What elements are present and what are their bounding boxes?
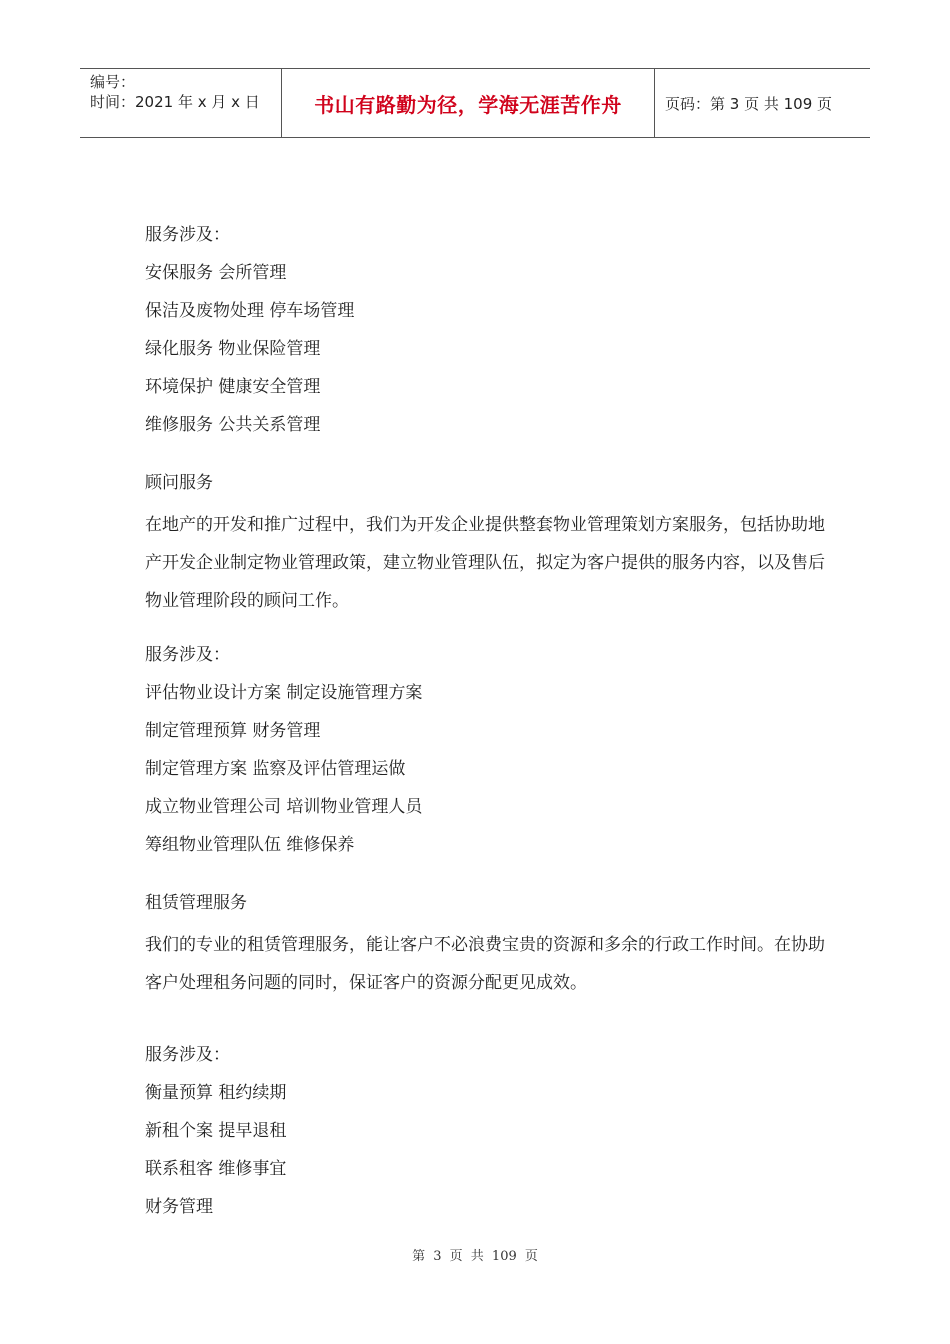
document-date: 时间：2021 年 x 月 x 日 [90,93,260,111]
list-item: 保洁及废物处理 停车场管理 [145,301,355,321]
section-title: 顾问服务 [145,473,213,493]
section-paragraph: 我们的专业的租赁管理服务，能让客户不必浪费宝贵的资源和多余的行政工作时间。在协助客户处理租务问题的同时，保证客户的资源分配更见成效。 [145,935,825,993]
document-number-label: 编号： [90,73,136,91]
section-paragraph: 在地产的开发和推广过程中，我们为开发企业提供整套物业管理策划方案服务，包括协助地产开发企业制定物业管理政策，建立物业管理队伍，拟定为客户提供的服务内容，以及售后物业管理阶段的顾问工作。 [145,515,825,611]
list-item: 环境保护 健康安全管理 [145,377,321,397]
list-item: 新租个案 提早退租 [145,1121,287,1141]
page-header [80,68,870,138]
header-motto: 书山有路勤为径，学海无涯苦作舟 [282,69,655,137]
document-body [145,220,825,1230]
list-item: 衡量预算 租约续期 [145,1083,287,1103]
page-footer: 第 3 页 共 109 页 [412,1249,538,1264]
header-left-cell [80,69,282,137]
list-item: 绿化服务 物业保险管理 [145,339,321,359]
list-item: 评估物业设计方案 制定设施管理方案 [145,683,423,703]
list-item: 制定管理方案 监察及评估管理运做 [145,759,406,779]
section-heading: 服务涉及： [145,225,230,245]
list-item: 安保服务 会所管理 [145,263,287,283]
header-page-info: 页码：第 3 页 共 109 页 [665,94,833,113]
list-item: 筹组物业管理队伍 维修保养 [145,835,355,855]
section-heading: 服务涉及： [145,645,230,665]
section-heading: 服务涉及： [145,1045,230,1065]
list-item: 成立物业管理公司 培训物业管理人员 [145,797,423,817]
list-item: 财务管理 [145,1197,213,1217]
list-item: 维修服务 公共关系管理 [145,415,321,435]
section-title: 租赁管理服务 [145,893,247,913]
list-item: 制定管理预算 财务管理 [145,721,321,741]
list-item: 联系租客 维修事宜 [145,1159,287,1179]
